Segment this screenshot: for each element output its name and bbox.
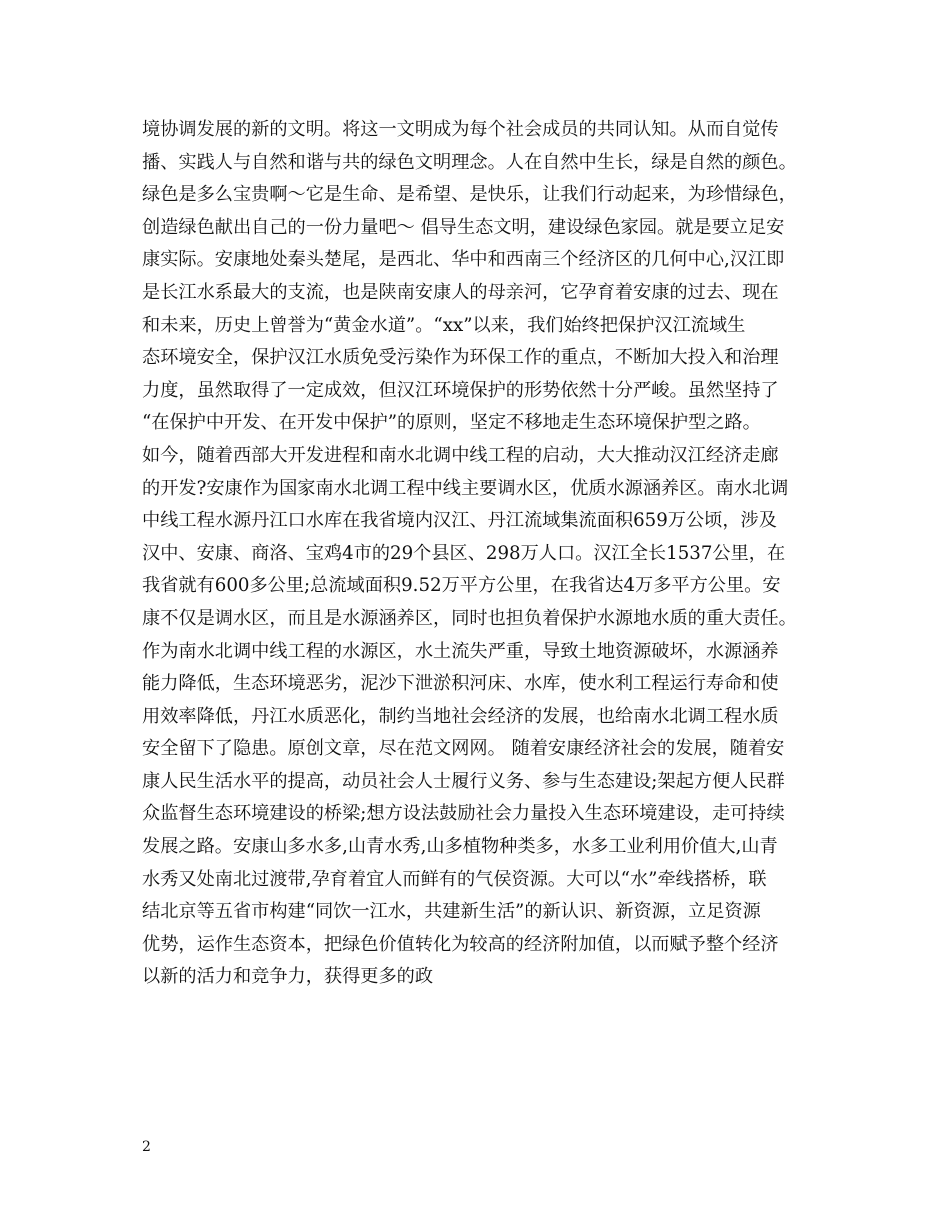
text-line: 水秀又处南北过渡带,孕育着宜人而鲜有的气侯资源。大可以“水”牵线搭桥，联 xyxy=(142,868,767,890)
text-line: 能力降低，生态环境恶劣，泥沙下泄淤积河床、水库，使水利工程运行寿命和使 xyxy=(142,673,779,695)
text-line: 优势，运作生态资本，把绿色价值转化为较高的经济附加值，以而赋予整个经济 xyxy=(142,933,779,955)
text-line: 创造绿色献出自己的一份力量吧～ 倡导生态文明，建设绿色家园。就是要立足安 xyxy=(142,216,785,238)
text-line: 发展之路。安康山多水多,山青水秀,山多植物种类多，水多工业利用价值大,山青 xyxy=(142,836,778,858)
text-line: 康人民生活水平的提高，动员社会人士履行义务、参与生态建设;架起方便人民群 xyxy=(142,770,785,792)
text-line: 是长江水系最大的支流，也是陕南安康人的母亲河，它孕育着安康的过去、现在 xyxy=(142,281,779,303)
text-line: 如今，随着西部大开发进程和南水北调中线工程的启动，大大推动汉江经济走廊 xyxy=(142,444,779,466)
text-line: 作为南水北调中线工程的水源区，水土流失严重，导致土地资源破坏，水源涵养 xyxy=(142,640,779,662)
text-line: 中线工程水源丹江口水库在我省境内汉江、丹江流域集流面积659万公顷，涉及 xyxy=(142,510,777,532)
text-line: 以新的活力和竞争力，获得更多的政 xyxy=(142,966,434,988)
text-line: 康不仅是调水区，而且是水源涵养区，同时也担负着保护水源地水质的重大责任。 xyxy=(142,607,797,629)
body-text xyxy=(142,114,832,994)
text-line: 力度，虽然取得了一定成效，但汉江环境保护的形势依然十分严峻。虽然坚持了 xyxy=(142,379,779,401)
text-line: 播、实践人与自然和谐与共的绿色文明理念。人在自然中生长，绿是自然的颜色。 xyxy=(142,151,797,173)
text-line: 结北京等五省市构建“同饮一江水，共建新生活”的新认识、新资源，立足资源 xyxy=(142,901,761,923)
page-number: 2 xyxy=(142,1139,151,1155)
text-line: 和未来，历史上曾誉为“黄金水道”。“xx”以来，我们始终把保护汉江流域生 xyxy=(142,314,746,336)
text-line: 境协调发展的新的文明。将这一文明成为每个社会成员的共同认知。从而自觉传 xyxy=(142,119,779,140)
text-line: 态环境安全，保护汉江水质免受污染作为环保工作的重点，不断加大投入和治理 xyxy=(142,347,779,369)
text-line: 康实际。安康地处秦头楚尾，是西北、华中和西南三个经济区的几何中心,汉江即 xyxy=(142,249,785,271)
text-line: 我省就有600多公里;总流域面积9.52万平方公里，在我省达4万多平方公里。安 xyxy=(142,575,781,597)
text-line: 绿色是多么宝贵啊～它是生命、是希望、是快乐，让我们行动起来，为珍惜绿色， xyxy=(142,184,797,206)
text-line: 汉中、安康、商洛、宝鸡4市的29个县区、298万人口。汉江全长1537公里，在 xyxy=(142,542,786,564)
text-line: “在保护中开发、在开发中保护”的原则，坚定不移地走生态环境保护型之路。 xyxy=(142,412,761,434)
text-line: 众监督生态环境建设的桥梁;想方设法鼓励社会力量投入生态环境建设，走可持续 xyxy=(142,803,785,825)
text-line: 安全留下了隐患。原创文章，尽在范文网网。 随着安康经济社会的发展，随着安 xyxy=(142,738,785,760)
text-line: 的开发?安康作为国家南水北调工程中线主要调水区，优质水源涵养区。南水北调 xyxy=(142,477,789,499)
text-line: 用效率降低，丹江水质恶化，制约当地社会经济的发展，也给南水北调工程水质 xyxy=(142,705,779,727)
